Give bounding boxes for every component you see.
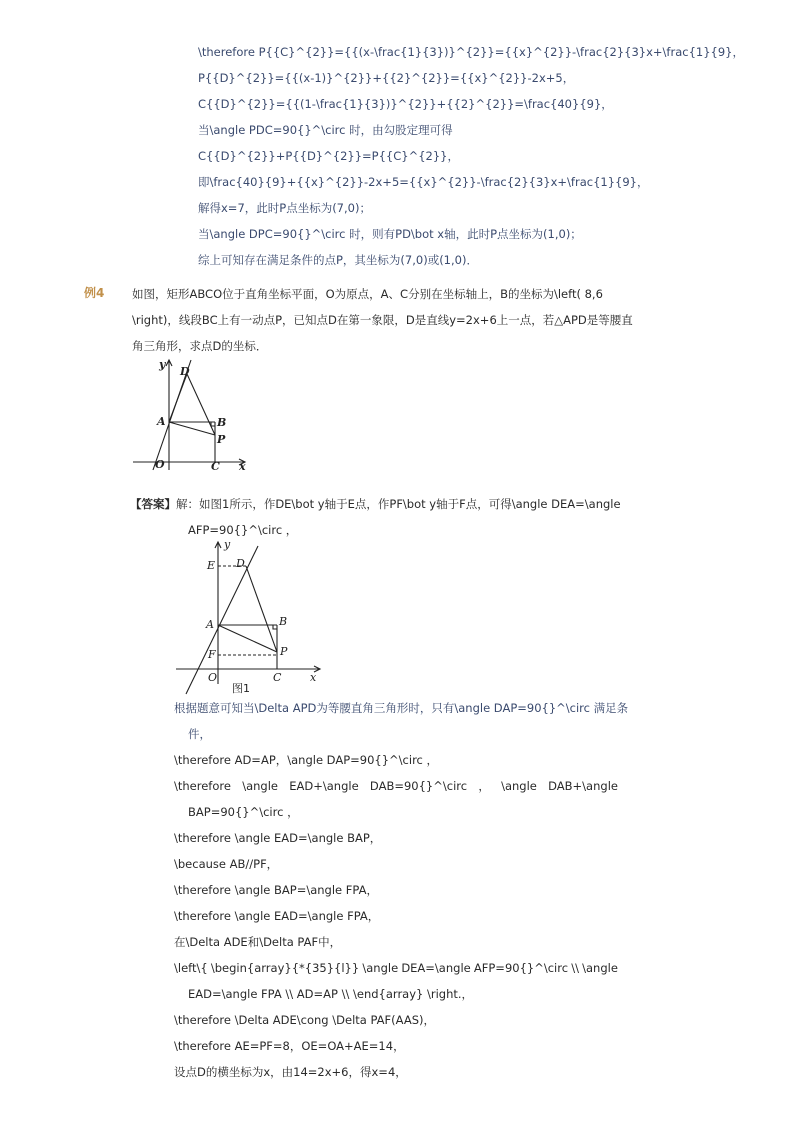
answer-line-9a-part: AFP=90{}^\circ xyxy=(473,961,569,975)
solution-line-6: 即\frac{40}{9}+{{x}^{2}}-2x+5={{x}^{2}}-\frac{2}{3}x+\frac{1}{9}， xyxy=(198,175,649,189)
answer-line-2: \therefore AD=AP，\angle DAP=90{}^\circ ， xyxy=(174,753,439,767)
label-P: P xyxy=(280,645,288,658)
answer-line-3a xyxy=(174,778,618,794)
answer-line-1b: 件， xyxy=(188,727,211,741)
example-label: 例4 xyxy=(84,286,105,300)
answer-line-3a-part: EAD+\angle xyxy=(289,779,359,793)
question-line-3: 角三角形，求点D的坐标． xyxy=(132,339,268,353)
label-E: E xyxy=(207,559,216,572)
label-x: x xyxy=(310,671,317,684)
label-C: C xyxy=(211,460,220,473)
label-A: A xyxy=(206,618,214,631)
question-line-1: 如图，矩形ABCO位于直角坐标平面，O为原点，A、C分别在坐标轴上，B的坐标为\left( 8,6 xyxy=(132,287,603,301)
answer-line-11: \therefore AE=PF=8，OE=OA+AE=14， xyxy=(174,1039,405,1053)
answer-line-4: \therefore \angle EAD=\angle BAP， xyxy=(174,831,382,845)
answer-line-9a-part: \angle xyxy=(362,961,399,975)
label-x: x xyxy=(239,460,246,473)
answer-line-6: \therefore \angle BAP=\angle FPA， xyxy=(174,883,378,897)
answer-tag: 【答案】 xyxy=(130,497,176,511)
solution-line-2: P{{D}^{2}}={{(x-1)}^{2}}+{{2}^{2}}={{x}^{2}}-2x+5， xyxy=(198,71,575,85)
answer-line-3a-part: \therefore xyxy=(174,779,231,793)
right-angle-mark xyxy=(211,422,215,426)
label-D: D xyxy=(236,557,245,570)
solution-line-9: 综上可知存在满足条件的点P，其坐标为(7,0)或(1,0)． xyxy=(198,253,478,267)
answer-line-3a-part: \angle xyxy=(242,779,278,793)
segment-AP xyxy=(169,422,215,435)
segment-DP xyxy=(246,566,277,652)
label-C: C xyxy=(273,671,282,684)
answer-intro-line-2: AFP=90{}^\circ ， xyxy=(188,523,298,537)
solution-line-5: C{{D}^{2}}+P{{D}^{2}}=P{{C}^{2}}， xyxy=(198,149,459,163)
answer-line-3a-part: ， xyxy=(478,779,490,793)
answer-line-3a-part: DAB=90{}^\circ xyxy=(369,779,468,793)
solution-line-1: \therefore P{{C}^{2}}={{(x-\frac{1}{3})}^{2}}={{x}^{2}}-\frac{2}{3}x+\frac{1}{9}， xyxy=(198,45,744,59)
question-figure xyxy=(125,352,255,474)
answer-line-3a-part: \angle xyxy=(501,779,537,793)
question-line-2: \right)，线段BC上有一动点P，已知点D在第一象限，D是直线y=2x+6上一点，若△APD是等腰直 xyxy=(132,313,633,327)
solution-line-3: C{{D}^{2}}={{(1-\frac{1}{3})}^{2}}+{{2}^{2}}=\frac{40}{9}， xyxy=(198,97,613,111)
label-A: A xyxy=(157,415,166,428)
answer-figure xyxy=(170,536,330,696)
answer-line-9a-part: DEA=\angle xyxy=(401,961,471,975)
label-y: y xyxy=(224,538,231,551)
answer-line-12: 设点D的横坐标为x，由14=2x+6，得x=4， xyxy=(174,1065,407,1079)
segment-AD xyxy=(169,374,187,422)
answer-line-8: 在\Delta ADE和\Delta PAF中， xyxy=(174,935,342,949)
answer-line-9a xyxy=(174,960,618,976)
label-O: O xyxy=(155,458,165,471)
answer-line-1a: 根据题意可知当\Delta APD为等腰直角三角形时，只有\angle DAP=90{}^\circ 满足条 xyxy=(174,701,629,715)
label-B: B xyxy=(279,615,288,628)
answer-line-5: \because AB//PF， xyxy=(174,857,279,871)
solution-line-8: 当\angle DPC=90{}^\circ 时，则有PD\bot x轴，此时P点坐标为(1,0)； xyxy=(198,227,582,241)
label-y: y xyxy=(159,358,166,371)
answer-intro-line-1 xyxy=(130,496,621,512)
label-P: P xyxy=(217,433,226,446)
answer-line-9a-part: \angle xyxy=(582,961,618,975)
answer-line-9a-part: \begin{array}{*{35}{l}} xyxy=(210,961,360,975)
answer-line-7: \therefore \angle EAD=\angle FPA， xyxy=(174,909,380,923)
label-O: O xyxy=(208,671,218,684)
answer-line-3a-part: DAB+\angle xyxy=(548,779,618,793)
answer-line-3b: BAP=90{}^\circ ， xyxy=(188,805,299,819)
answer-line-9b: EAD=\angle FPA \\ AD=AP \\ \end{array} \right.， xyxy=(188,987,474,1001)
solution-line-4: 当\angle PDC=90{}^\circ 时，由勾股定理可得 xyxy=(198,123,453,137)
answer-line-10: \therefore \Delta ADE\cong \Delta PAF(AAS)， xyxy=(174,1013,435,1027)
answer-intro-text: 解：如图1所示，作DE\bot y轴于E点，作PF\bot y轴于F点，可得\angle DEA=\angle xyxy=(176,497,621,511)
answer-line-9a-part: \left\{ xyxy=(174,961,208,975)
right-angle-mark xyxy=(273,625,277,629)
answer-line-9a-part: \\ xyxy=(571,961,579,975)
figure-caption: 图1 xyxy=(232,682,250,695)
label-D: D xyxy=(180,365,190,378)
label-F: F xyxy=(208,648,216,661)
label-B: B xyxy=(217,416,227,429)
solution-line-7: 解得x=7，此时P点坐标为(7,0)； xyxy=(198,201,371,215)
